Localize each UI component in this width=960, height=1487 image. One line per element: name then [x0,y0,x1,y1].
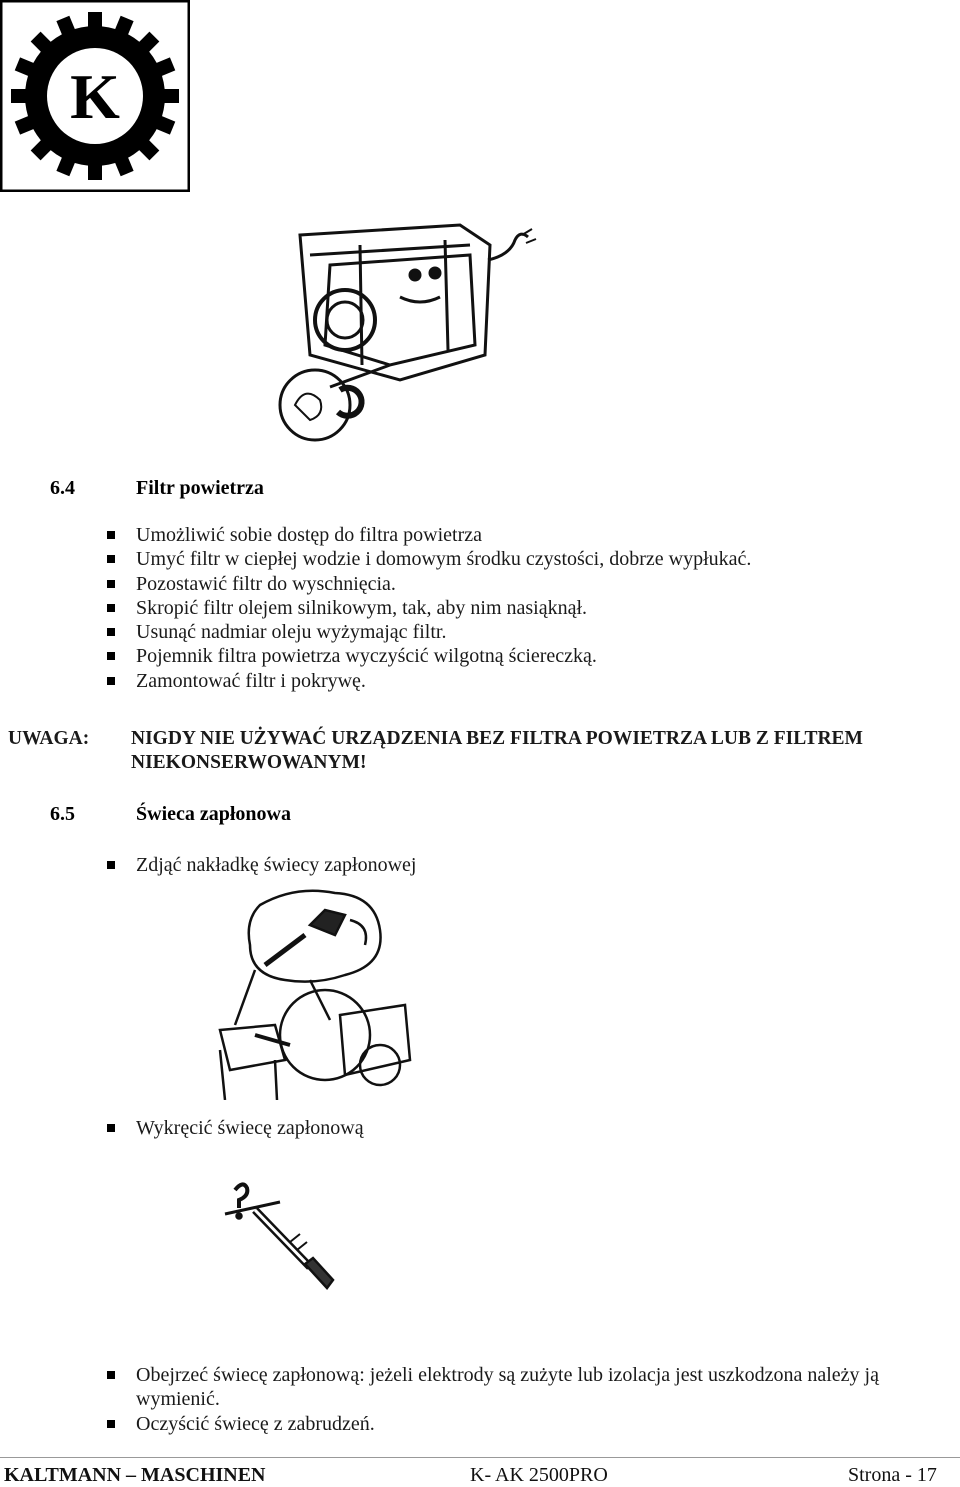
company-logo [0,0,190,192]
list-item: Obejrzeć świecę zapłonową: jeżeli elektrody są zużyte lub izolacja jest uszkodzona należy ją wymienić. [102,1363,960,1412]
list-item: Pozostawić filtr do wyschnięcia. [102,572,751,596]
list-item: Skropić filtr olejem silnikowym, tak, aby nim nasiąknął. [102,596,751,620]
list-item: Umyć filtr w ciepłej wodzie i domowym środku czystości, dobrze wypłukać. [102,547,751,571]
section-6-5-title: Świeca zapłonowa [136,803,291,825]
footer-company: KALTMANN – MASCHINEN [4,1464,266,1486]
list-item: Usunąć nadmiar oleju wyżymając filtr. [102,620,751,644]
list-item: Zdjąć nakładkę świecy zapłonowej [102,853,416,877]
warning-label: UWAGA: [8,728,90,749]
section-6-4-title: Filtr powietrza [136,477,264,499]
generator-illustration [270,215,540,445]
footer-divider [0,1457,960,1458]
footer-model: K- AK 2500PRO [470,1464,608,1486]
list-item: Pojemnik filtra powietrza wyczyścić wilgotną ściereczką. [102,644,751,668]
section-6-5-number: 6.5 [50,803,75,825]
spark-plug-step-1 [102,853,416,877]
list-item: Oczyścić świecę z zabrudzeń. [102,1412,960,1436]
section-6-4-number: 6.4 [50,477,75,499]
list-item: Wykręcić świecę zapłonową [102,1116,364,1140]
spark-plug-inspection-steps [102,1363,960,1436]
spark-plug-cap-illustration [215,885,415,1100]
spark-plug-wrench-illustration [215,1172,350,1292]
footer-page-number: Strona - 17 [848,1464,937,1486]
spark-plug-step-2 [102,1116,364,1140]
air-filter-steps [102,523,751,693]
list-item: Zamontować filtr i pokrywę. [102,669,751,693]
warning-text: NIGDY NIE UŻYWAĆ URZĄDZENIA BEZ FILTRA POWIETRZA LUB Z FILTREM NIEKONSERWOWANYM! [131,728,863,773]
logo-letter: K [70,61,120,132]
list-item: Umożliwić sobie dostęp do filtra powietrza [102,523,751,547]
